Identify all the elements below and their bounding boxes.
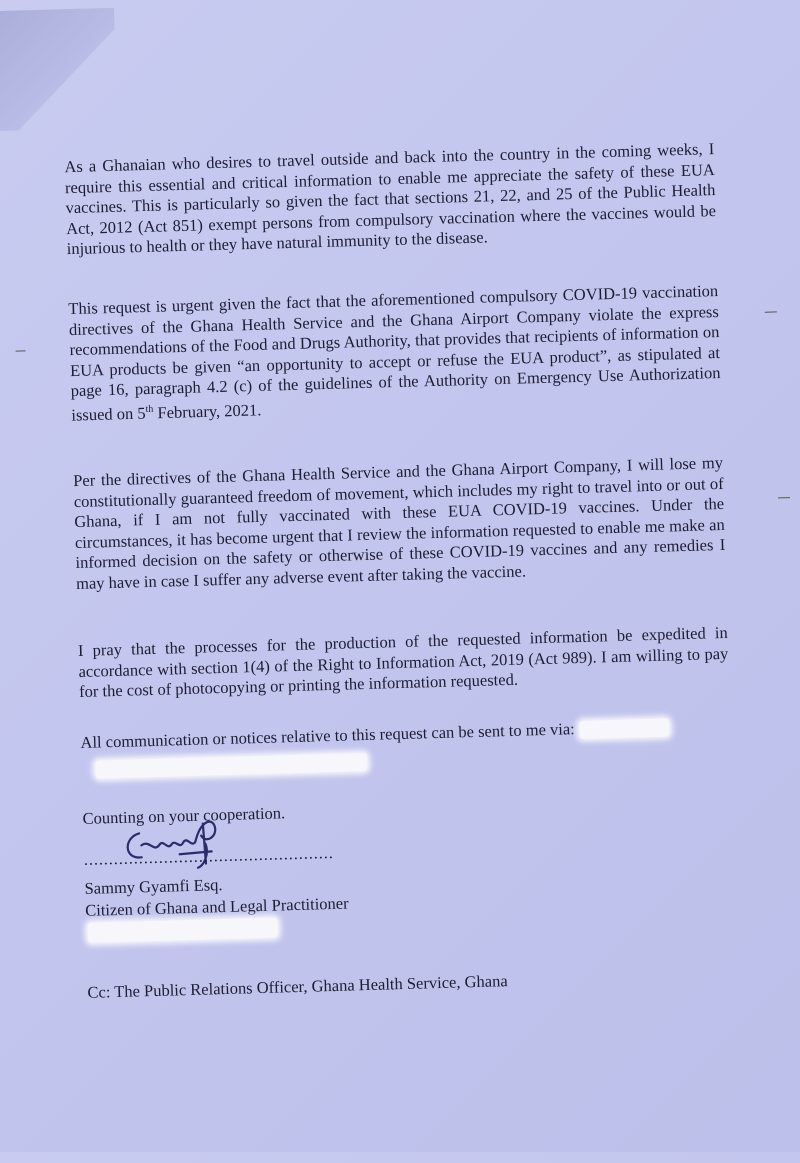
cc-line: Cc: The Public Relations Officer, Ghana Health Service, Ghana bbox=[87, 971, 508, 1002]
paragraph-urgency-text: This request is urgent given the fact that the aforementioned compulsory COVID-19 vaccination directives of the Ghana Health Service and the Ghana Airport Company violate the express recommendations of the Food and Drugs Authority, that provides that recipients of information on EUA products be given “an opportunity to accept or refuse the EUA product”, as stipulated at page 16, paragraph 4.2 (c) of the guidelines of the Authority on Emergency Use Authorization issued on 5 bbox=[68, 281, 721, 425]
contact-text: All communication or notices relative to this request can be sent to me via: bbox=[80, 719, 576, 752]
closing-line: Counting on your cooperation. bbox=[82, 803, 286, 828]
paragraph-travel-need: As a Ghanaian who desires to travel outside and back into the country in the coming weeks, I require this essential and critical information to enable me appreciate the safety of these EUA vaccines. This is particularly so given the fact that sections 21, 22, and 25 of the Public Health Act, 2012 (Act 851) exempt persons from compulsory vaccination where the vaccines would be injurious to health or they have natural immunity to the disease. bbox=[64, 139, 717, 259]
redacted-phone bbox=[88, 918, 278, 943]
signer-name: Sammy Gyamfi Esq. bbox=[84, 875, 223, 898]
paper-fold-corner bbox=[0, 8, 117, 132]
margin-tick-left bbox=[16, 350, 26, 351]
redacted-contact-1 bbox=[579, 719, 669, 740]
margin-tick-right-1 bbox=[765, 311, 777, 312]
margin-tick-right-2 bbox=[778, 497, 790, 498]
redacted-address bbox=[95, 753, 367, 779]
paragraph-contact bbox=[80, 715, 730, 754]
paragraph-urgency bbox=[68, 281, 721, 426]
paragraph-urgency-date: February, 2021. bbox=[153, 399, 262, 422]
signer-title: Citizen of Ghana and Legal Practitioner bbox=[84, 893, 349, 920]
signature-line: .................................................. bbox=[83, 844, 334, 869]
paragraph-expedite-request: I pray that the processes for the production of the requested information be expedited in accordance with section 1(4) of the Right to Information Act, 2019 (Act 989). I am willing to pay for the cost of photocopying or printing the information requested. bbox=[77, 622, 729, 702]
paragraph-freedom-of-movement: Per the directives of the Ghana Health Service and the Ghana Airport Company, I will lose my constitutionally guaranteed freedom of movement, which includes my right to travel into or out of Ghana, if I am not fully vaccinated with these EUA COVID-19 vaccines. Under the circumstances, it has become urgent that I review the information requested to enable me make an informed decision on the safety or otherwise of these COVID-19 vaccines and any remedies I may have in case I suffer any adverse event after taking the vaccine. bbox=[72, 452, 726, 593]
ordinal-suffix: th bbox=[145, 403, 154, 415]
